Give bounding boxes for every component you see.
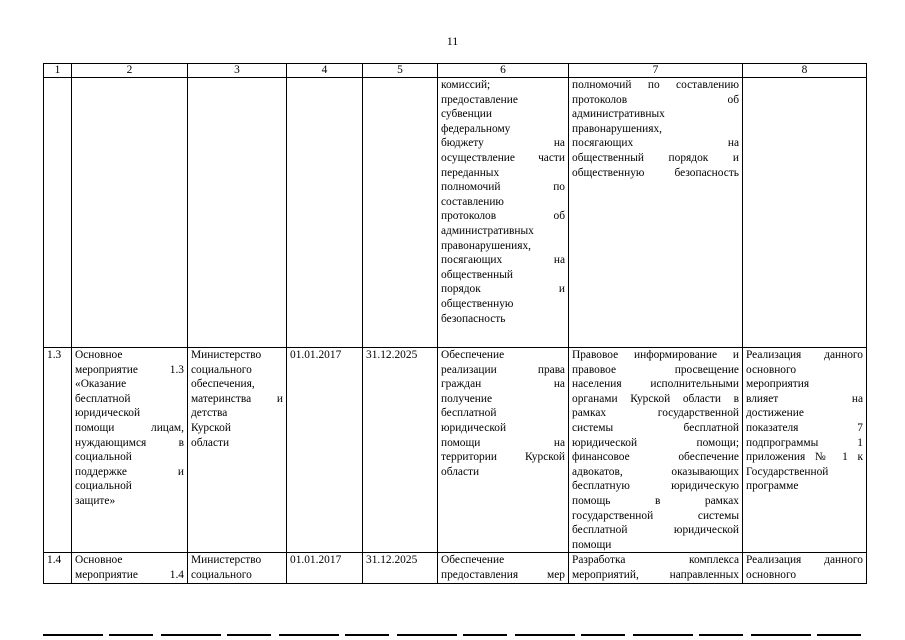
indicator-link-line: показателя 7 (746, 421, 863, 434)
column-header: 8 (743, 64, 867, 78)
executor-line: материнства и (191, 392, 283, 405)
executor-line: обеспечения, (191, 378, 255, 391)
indicator-link-line: мероприятия (746, 378, 810, 391)
main-directions-line: органами Курской области в (572, 392, 739, 405)
main-directions-line: мероприятий, направленных (572, 568, 739, 581)
expected-result-line: общественный (441, 268, 513, 281)
executor-line: социального (191, 568, 252, 581)
expected-result-line: реализации права (441, 363, 565, 376)
executor-cell (188, 348, 287, 553)
page-number: 11 (446, 34, 459, 48)
main-directions-line: помощи (572, 538, 612, 551)
start-date-text: 01.01.2017 (290, 554, 342, 567)
expected-result-line: федеральному (441, 122, 511, 135)
main-directions-line: правовое просвещение (572, 363, 739, 376)
main-directions-line: полномочий по составлению (572, 79, 739, 91)
main-directions-line: общественный порядок и (572, 151, 739, 164)
main-directions-line: помощь в рамках (572, 494, 739, 507)
main-directions-line: посягающих на (572, 137, 739, 150)
table-row (44, 78, 867, 348)
column-header: 7 (569, 64, 743, 78)
main-directions-line: адвокатов, оказывающих (572, 465, 739, 478)
expected-result-line: субвенции (441, 108, 492, 121)
column-header: 4 (287, 64, 363, 78)
expected-result-line: бесплатной (441, 407, 497, 420)
end-date-cell (363, 553, 438, 584)
measure-name-line: «Оказание (75, 378, 127, 391)
expected-result-line: комиссий; (441, 79, 491, 91)
row-number-cell (44, 553, 72, 584)
expected-result-line: правонарушениях, (441, 239, 532, 252)
expected-result-line: протоколов об (441, 210, 565, 223)
measure-name-line: Основное (75, 349, 123, 361)
row-number-text: 1.3 (47, 349, 62, 361)
measure-name-line: мероприятие 1.4 (75, 568, 184, 581)
measure-name-line: юридической (75, 407, 141, 420)
indicator-link-line: подпрограммы 1 (746, 436, 863, 449)
column-header: 6 (438, 64, 569, 78)
measure-name-line: нуждающимся в (75, 436, 184, 449)
expected-result-line: переданных (441, 166, 500, 179)
end-date-cell (363, 348, 438, 553)
measure-name-line: бесплатной (75, 392, 131, 405)
indicator-link-line: основного (746, 568, 797, 581)
expected-result-line: порядок и (441, 283, 565, 296)
indicator-link-cell (743, 553, 867, 584)
main-directions-line: юридической помощи; (572, 436, 739, 449)
main-directions-line: системы бесплатной (572, 421, 739, 434)
main-directions-cell (569, 348, 743, 553)
column-header: 2 (72, 64, 188, 78)
indicator-link-line: Государственной (746, 465, 829, 478)
main-directions-line: правонарушениях, (572, 122, 663, 135)
expected-result-line: общественную (441, 297, 514, 310)
expected-result-line: области (441, 465, 480, 478)
column-header: 5 (363, 64, 438, 78)
expected-result-line: Обеспечение (441, 349, 505, 361)
row-number-cell (44, 348, 72, 553)
main-directions-line: Правовое информирование и (572, 349, 739, 361)
row-number-text: 1.4 (47, 554, 62, 567)
indicator-link-line: Реализация данного (746, 349, 863, 361)
measure-name-line: помощи лицам, (75, 421, 184, 434)
end-date-cell (363, 78, 438, 348)
indicator-link-cell (743, 78, 867, 348)
executor-cell (188, 78, 287, 348)
start-date-cell (287, 78, 363, 348)
measure-name-cell (72, 553, 188, 584)
main-directions-line: финансовое обеспечение (572, 451, 739, 464)
measure-name-cell (72, 78, 188, 348)
expected-result-line: посягающих на (441, 254, 565, 267)
column-header: 1 (44, 64, 72, 78)
end-date-text: 31.12.2025 (366, 349, 418, 361)
measure-name-line: социальной (75, 480, 132, 493)
measure-name-cell (72, 348, 188, 553)
main-directions-line: бесплатную юридическую (572, 480, 739, 493)
end-date-text: 31.12.2025 (366, 554, 418, 567)
main-directions-line: Разработка комплекса (572, 554, 739, 567)
main-directions-cell (569, 553, 743, 584)
column-number-header-row (44, 64, 867, 78)
start-date-cell (287, 553, 363, 584)
expected-result-line: помощи на (441, 436, 565, 449)
expected-result-cell (438, 553, 569, 584)
measure-name-line: защите» (75, 494, 116, 507)
main-directions-line: населения исполнительными (572, 378, 739, 391)
executor-line: социального (191, 363, 252, 376)
expected-result-line: безопасность (441, 312, 506, 325)
expected-result-line: граждан на (441, 378, 565, 391)
expected-result-line: полномочий по (441, 181, 565, 194)
expected-result-line: составлению (441, 195, 504, 208)
indicator-link-cell (743, 348, 867, 553)
expected-result-line: предоставление (441, 93, 518, 106)
main-directions-line: рамках государственной (572, 407, 739, 420)
expected-result-line: административных (441, 224, 534, 237)
main-directions-cell (569, 78, 743, 348)
expected-result-cell (438, 78, 569, 348)
indicator-link-line: достижение (746, 407, 804, 420)
expected-result-line: бюджету на (441, 137, 565, 150)
column-header: 3 (188, 64, 287, 78)
row-number-cell (44, 78, 72, 348)
indicator-link-line: основного (746, 363, 797, 376)
measure-name-line: Основное (75, 554, 123, 567)
measure-name-line: поддержке и (75, 465, 184, 478)
measure-name-line: социальной (75, 451, 132, 464)
indicator-link-line: программе (746, 480, 799, 493)
table-row (44, 348, 867, 553)
executor-line: детства (191, 407, 228, 420)
main-directions-line: государственной системы (572, 509, 739, 522)
executor-line: Министерство (191, 349, 262, 361)
measure-name-line: мероприятие 1.3 (75, 363, 184, 376)
expected-result-line: осуществление части (441, 151, 565, 164)
start-date-cell (287, 348, 363, 553)
expected-result-line: территории Курской (441, 451, 565, 464)
executor-cell (188, 553, 287, 584)
executor-line: Курской (191, 421, 231, 434)
executor-line: области (191, 436, 230, 449)
expected-result-line: Обеспечение (441, 554, 505, 567)
main-directions-line: административных (572, 108, 665, 121)
page-bottom-rule (43, 634, 866, 636)
table-row (44, 553, 867, 584)
start-date-text: 01.01.2017 (290, 349, 342, 361)
indicator-link-line: приложения № 1 к (746, 451, 863, 464)
main-directions-line: общественную безопасность (572, 166, 739, 179)
expected-result-cell (438, 348, 569, 553)
indicator-link-line: влияет на (746, 392, 863, 405)
main-directions-line: бесплатной юридической (572, 524, 739, 537)
expected-result-line: получение (441, 392, 493, 405)
executor-line: Министерство (191, 554, 262, 567)
expected-result-line: предоставления мер (441, 568, 565, 581)
main-directions-line: протоколов об (572, 93, 739, 106)
program-measures-table (43, 63, 867, 584)
expected-result-line: юридической (441, 421, 507, 434)
indicator-link-line: Реализация данного (746, 554, 863, 567)
